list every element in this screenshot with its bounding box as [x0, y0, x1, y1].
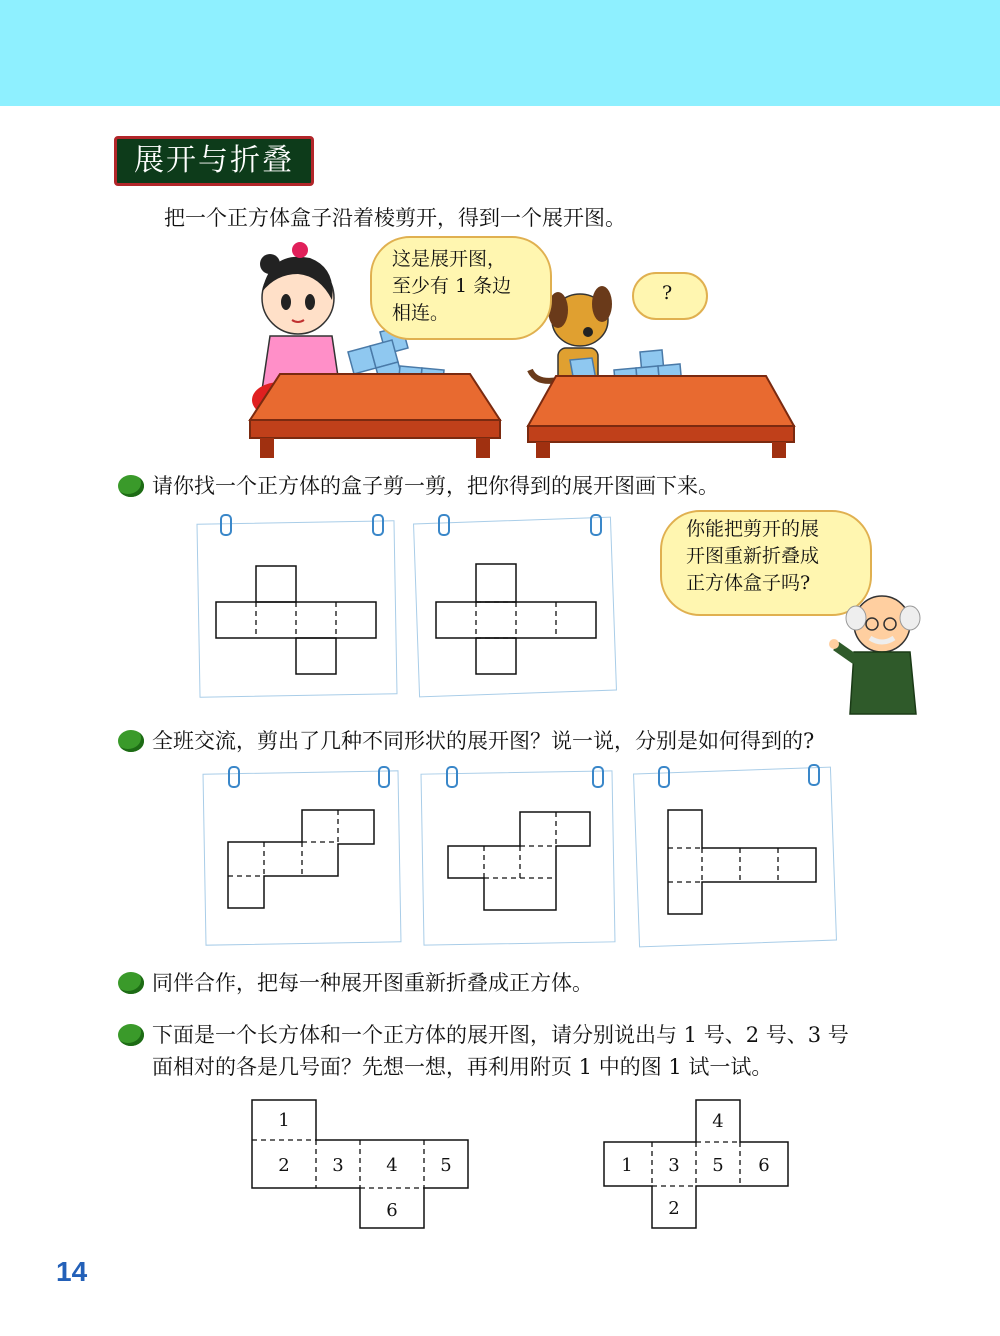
teacher-bubble-line1: 你能把剪开的展	[686, 518, 820, 540]
staircase-net-1	[220, 800, 390, 920]
bullet-icon	[118, 475, 144, 497]
bullet-icon	[118, 1024, 144, 1046]
paperclip-icon	[592, 766, 604, 788]
paperclip-icon	[808, 764, 820, 786]
net-b-label-4: 4	[712, 1111, 724, 1132]
l-shape-net	[660, 800, 830, 920]
bullet-icon	[118, 730, 144, 752]
teacher-bubble-line2: 开图重新折叠成	[686, 545, 820, 567]
paperclip-icon	[372, 514, 384, 536]
dog-bubble-text: ?	[662, 282, 673, 304]
cross-net-2	[430, 560, 610, 680]
paperclip-icon	[658, 766, 670, 788]
paperclip-icon	[438, 514, 450, 536]
cuboid-net	[246, 1094, 476, 1234]
task4-line2: 面相对的各是几号面？先想一想，再利用附页 1 中的图 1 试一试。	[152, 1055, 773, 1079]
girl-bubble-line3: 相连。	[392, 302, 450, 324]
net-a-label-3: 3	[332, 1155, 344, 1176]
girl-bubble-line2: 至少有 1 条边	[392, 275, 512, 297]
section-title: 展开与折叠	[134, 143, 294, 178]
net-b-label-3: 3	[668, 1155, 680, 1176]
teacher-bubble-line3: 正方体盒子吗?	[686, 572, 811, 594]
paperclip-icon	[378, 766, 390, 788]
teacher-figure	[826, 590, 936, 720]
girl-bubble-line1: 这是展开图，	[392, 248, 507, 270]
net-a-label-4: 4	[386, 1155, 398, 1176]
net-a-label-5: 5	[440, 1155, 452, 1176]
paperclip-icon	[228, 766, 240, 788]
net-b-label-1: 1	[621, 1155, 633, 1176]
task1-text: 请你找一个正方体的盒子剪一剪，把你得到的展开图画下来。	[152, 474, 719, 498]
net-a-label-2: 2	[278, 1155, 290, 1176]
paperclip-icon	[220, 514, 232, 536]
net-a-label-1: 1	[278, 1110, 290, 1131]
page-number: 14	[56, 1256, 88, 1287]
net-b-label-2: 2	[668, 1198, 680, 1219]
staircase-net-2	[440, 800, 610, 920]
net-b-label-6: 6	[758, 1155, 770, 1176]
task4-line1: 下面是一个长方体和一个正方体的展开图，请分别说出与 1 号、2 号、3 号	[152, 1023, 849, 1047]
intro-text: 把一个正方体盒子沿着棱剪开，得到一个展开图。	[164, 206, 626, 230]
section-title-box	[114, 136, 314, 186]
bullet-icon	[118, 972, 144, 994]
net-a-label-6: 6	[386, 1200, 398, 1221]
top-band	[0, 0, 1000, 106]
cube-net	[598, 1094, 798, 1234]
net-b-label-5: 5	[712, 1155, 724, 1176]
task3-text: 同伴合作，把每一种展开图重新折叠成正方体。	[152, 971, 593, 995]
task2-text: 全班交流，剪出了几种不同形状的展开图？说一说，分别是如何得到的?	[152, 729, 815, 753]
cross-net-1	[210, 560, 390, 680]
paperclip-icon	[590, 514, 602, 536]
paperclip-icon	[446, 766, 458, 788]
